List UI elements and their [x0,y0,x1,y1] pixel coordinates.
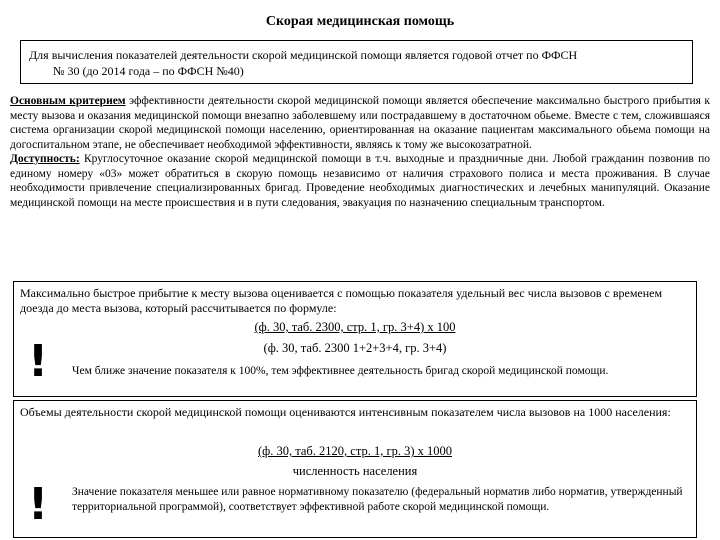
report-source-line-2: № 30 (до 2014 года – по ФФСН №40) [53,64,244,78]
main-text [10,94,710,210]
volume-intro: Объемы деятельности скорой медицинской помощи оцениваются интенсивным показателем числа вызовов на 1000 населения: [20,405,671,419]
volume-formula-denominator: численность населения [292,464,418,478]
exclamation-icon: ! [28,336,49,387]
page-title: Скорая медицинская помощь [265,14,455,29]
arrival-indicator-box [13,281,697,397]
access-label: Доступность: [10,153,80,165]
criteria-paragraph [10,94,710,152]
volume-note: Значение показателя меньшее или равное нормативному показателю (федеральный норматив либо норматив, утвержденный территориальной программой), соответствует эффективной работе скорой медицинской помощи. [72,486,683,513]
arrival-formula-numerator: (ф. 30, таб. 2300, стр. 1, гр. 3+4) х 100 [254,320,456,334]
arrival-formula-denominator: (ф. 30, таб. 2300 1+2+3+4, гр. 3+4) [263,341,447,355]
volume-formula-numerator: (ф. 30, таб. 2120, стр. 1, гр. 3) х 1000 [258,444,452,458]
arrival-intro: Максимально быстрое прибытие к месту вызова оценивается с помощью показателя удельный вес числа вызовов с временем доезда до места вызова, который рассчитывается по формуле: [20,286,663,315]
access-text: Круглосуточное оказание скорой медицинской помощи в т.ч. выходные и праздничные дни. Любой гражданин позвонив по единому номеру «03» может обратиться в скорую помощь независимо от наличия страхового полиса и места проживания. В случае необходимости привлечение специализированных бригад. Проведение необходимых диагностических и лечебных манипуляций. Оказание медицинской помощи на месте происшествия и в пути следования, эвакуация по назначению специальным транспортом. [10,153,710,209]
report-source-box [20,40,693,84]
criteria-text: эффективности деятельности скорой медицинской помощи является обеспечение максимально быстрого прибытия к месту вызова и оказания медицинской помощи внезапно заболевшему или пострадавшему в достаточном обьеме. Вместе с тем, сложившаяся система организации скорой медицинской помощи населению, ориентированная на оказание пациентам максимального обьема помощи на догоспитальном этапе, не обеспечивает необходимой эффективности, являясь к тому же высокозатратной. [10,95,710,151]
criteria-label: Основным критерием [10,95,126,107]
arrival-note: Чем ближе значение показателя к 100%, тем эффективнее деятельность бригад скорой медицинской помощи. [72,365,609,377]
report-source-line-1: Для вычисления показателей деятельности скорой медицинской помощи является годовой отчет по ФФСН [29,48,578,62]
exclamation-icon: ! [28,479,49,530]
access-paragraph [10,152,710,210]
volume-indicator-box [13,400,697,538]
